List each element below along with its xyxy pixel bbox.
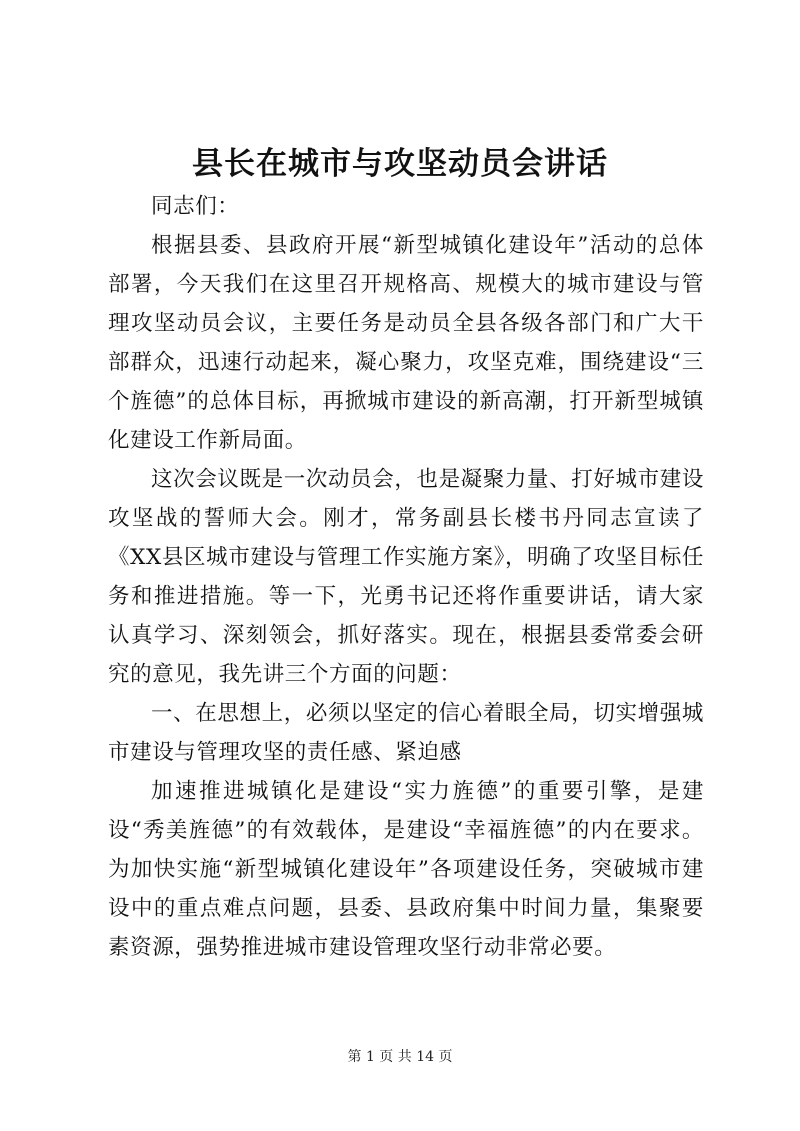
section-heading-paragraph: 一、在思想上，必须以坚定的信心着眼全局，切实增强城市建设与管理攻坚的责任感、紧迫感 xyxy=(108,701,704,765)
page-number-footer: 第 1 页 共 14 页 xyxy=(347,1049,453,1065)
meeting-paragraph: 这次会议既是一次动员会，也是凝聚力量、打好城市建设攻坚战的誓师大会。刚才，常务副县长楼书丹同志宣读了《XX县区城市建设与管理工作实施方案》，明确了攻坚目标任务和推进措施。等一下，光勇书记还将作重要讲话，请大家认真学习、深刻领会，抓好落实。现在，根据县委常委会研究的意见，我先讲三个方面的问题： xyxy=(108,467,704,687)
urbanization-paragraph: 加速推进城镇化是建设“实力旌德”的重要引擎，是建设“秀美旌德”的有效载体，是建设“幸福旌德”的内在要求。为加快实施“新型城镇化建设年”各项建设任务，突破城市建设中的重点难点问题，县委、县政府集中时间力量，集聚要素资源，强势推进城市建设管理攻坚行动非常必要。 xyxy=(108,779,704,960)
salutation-paragraph: 同志们： xyxy=(151,194,240,219)
document-body xyxy=(108,187,704,967)
intro-paragraph: 根据县委、县政府开展“新型城镇化建设年”活动的总体部署，今天我们在这里召开规格高、规模大的城市建设与管理攻坚动员会议，主要任务是动员全县各级各部门和广大干部群众，迅速行动起来，凝心聚力，攻坚克难，围绕建设“三个旌德”的总体目标，再掀城市建设的新高潮，打开新型城镇化建设工作新局面。 xyxy=(108,233,704,453)
document-title: 县长在城市与攻坚动员会讲话 xyxy=(192,146,608,182)
